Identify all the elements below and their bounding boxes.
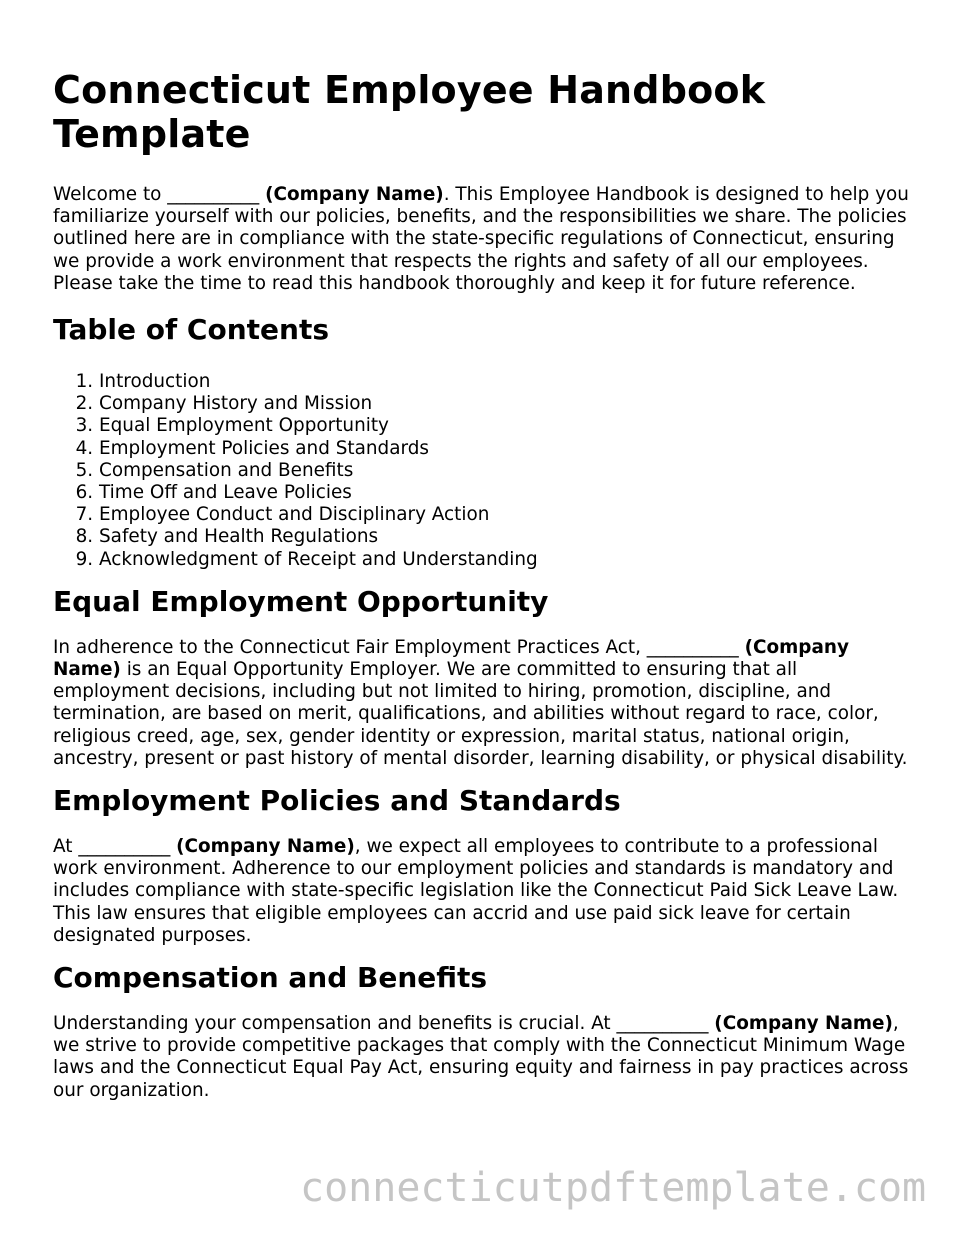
company-name-placeholder: (Company Name) (176, 836, 355, 858)
document-page (53, 0, 913, 1102)
company-name-placeholder: (Company Name) (53, 636, 849, 681)
cb-text-post: , we strive to provide competitive packages that comply with the Connecticut Minimum Wage laws and the Connecticut Equal Pay Act, ensuring equity and fairness in pay practices across our organization. (53, 1013, 909, 1101)
watermark: connecticutpdftemplate.com (300, 1165, 927, 1211)
toc-item: 6. Time Off and Leave Policies (99, 482, 913, 504)
toc-item: 4. Employment Policies and Standards (99, 438, 913, 460)
eps-text-pre: At (53, 836, 79, 858)
eeo-heading: Equal Employment Opportunity (53, 584, 549, 618)
toc-item: 1. Introduction (99, 371, 913, 393)
eeo-text-pre: In adherence to the Connecticut Fair Employment Practices Act, (53, 636, 647, 658)
toc-item: 8. Safety and Health Regulations (99, 526, 913, 548)
company-name-blank: __________ (646, 636, 739, 658)
eps-paragraph (53, 836, 913, 947)
eps-text-post: , we expect all employees to contribute to a professional work environment. Adherence to our employment policies and standards is mandatory and includes compliance with state-specific legislation like the Connecticut Paid Sick Leave Law. This law ensures that eligible employees can accrid and use paid sick leave for certain designated purposes. (53, 836, 899, 946)
company-name-placeholder: (Company Name) (714, 1013, 893, 1035)
eps-heading: Employment Policies and Standards (53, 784, 621, 818)
toc-item: 5. Compensation and Benefits (99, 460, 913, 482)
cb-paragraph (53, 1013, 913, 1102)
toc-item: 9. Acknowledgment of Receipt and Understanding (99, 549, 913, 571)
company-name-blank: __________ (616, 1013, 709, 1035)
toc-list (53, 371, 913, 571)
company-name-placeholder: (Company Name) (265, 184, 444, 205)
eeo-text-post: is an Equal Opportunity Employer. We are committed to ensuring that all employment decisions, including but not limited to hiring, promotion, discipline, and termination, are based on merit, qualifications, and abilities without regard to race, color, religious creed, age, sex, gender identity or expression, marital status, national origin, ancestry, present or past history of mental disorder, learning disability, or physical disability. (53, 659, 908, 769)
page-title: Connecticut Employee Handbook Template (53, 68, 766, 156)
toc-heading: Table of Contents (53, 313, 330, 347)
eeo-paragraph (53, 637, 913, 770)
cb-text-pre: Understanding your compensation and benefits is crucial. At (53, 1013, 617, 1035)
cb-heading: Compensation and Benefits (53, 961, 488, 995)
intro-text-post: . This Employee Handbook is designed to help you familiarize yourself with our policies, benefits, and the responsibilities we share. The policies outlined here are in compliance with the state-specific regulations of Connecticut, ensuring we provide a work environment that respects the rights and safety of all our employees. Please take the time to read this handbook thoroughly and keep it for future reference. (53, 184, 909, 294)
intro-text-pre: Welcome to (53, 184, 168, 205)
toc-item: 7. Employee Conduct and Disciplinary Action (99, 504, 913, 526)
toc-item: 2. Company History and Mission (99, 393, 913, 415)
company-name-blank: __________ (78, 836, 171, 858)
toc-item: 3. Equal Employment Opportunity (99, 415, 913, 437)
intro-paragraph (53, 184, 913, 295)
company-name-blank: __________ (167, 184, 260, 205)
